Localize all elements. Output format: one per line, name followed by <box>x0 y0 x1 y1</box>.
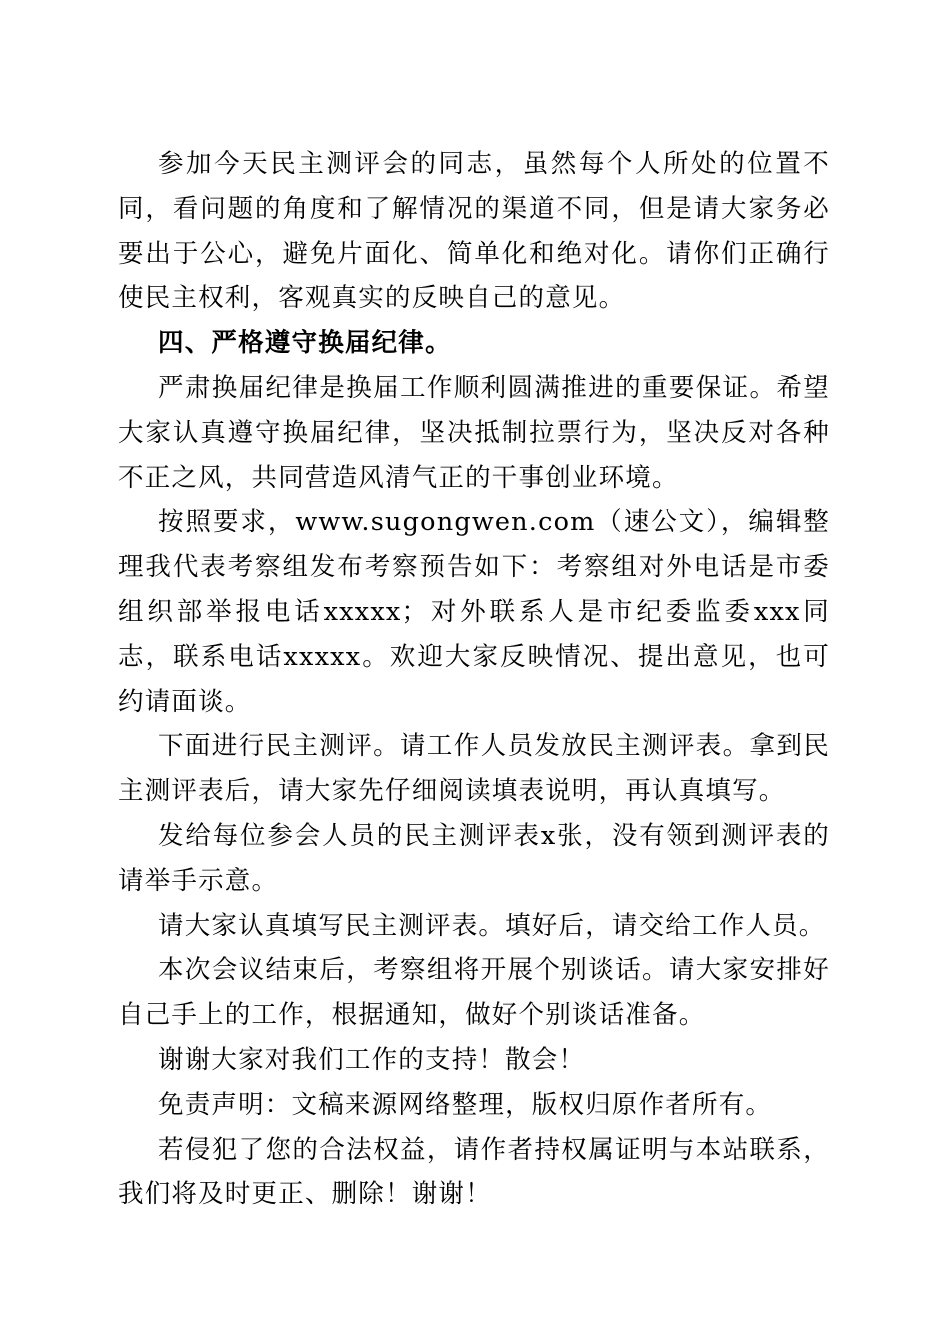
paragraph-inspection-notice: 按照要求，www.sugongwen.com（速公文），编辑整理我代表考察组发布考察预告如下：考察组对外电话是市委组织部举报电话xxxxx；对外联系人是市纪委监委xxx同志，联系电话xxxxx。欢迎大家反映情况、提出意见，也可约请面谈。 <box>118 507 830 717</box>
section-heading-discipline: 四、严格遵守换届纪律。 <box>158 328 452 359</box>
paragraph-form-submission: 请大家认真填写民主测评表。填好后，请交给工作人员。 <box>158 910 826 941</box>
paragraph-form-distribution: 发给每位参会人员的民主测评表x张，没有领到测评表的请举手示意。 <box>118 820 830 896</box>
document-body <box>118 142 830 1217</box>
paragraph-disclaimer: 免责声明：文稿来源网络整理，版权归原作者所有。 <box>158 1089 773 1120</box>
paragraph-copyright-notice: 若侵犯了您的合法权益，请作者持权属证明与本站联系，我们将及时更正、删除！谢谢！ <box>118 1134 830 1210</box>
paragraph-discipline: 严肃换届纪律是换届工作顺利圆满推进的重要保证。希望大家认真遵守换届纪律，坚决抵制拉票行为，坚决反对各种不正之风，共同营造风清气正的干事创业环境。 <box>118 372 830 493</box>
paragraph-closing: 谢谢大家对我们工作的支持！散会！ <box>158 1044 586 1075</box>
paragraph-evaluation-start: 下面进行民主测评。请工作人员发放民主测评表。拿到民主测评表后，请大家先仔细阅读填表说明，再认真填写。 <box>118 731 830 807</box>
paragraph-individual-talks: 本次会议结束后，考察组将开展个别谈话。请大家安排好自己手上的工作，根据通知，做好个别谈话准备。 <box>118 955 830 1031</box>
paragraph-democratic-evaluation-intro: 参加今天民主测评会的同志，虽然每个人所处的位置不同，看问题的角度和了解情况的渠道不同，但是请大家务必要出于公心，避免片面化、简单化和绝对化。请你们正确行使民主权利，客观真实的反映自己的意见。 <box>118 149 830 314</box>
